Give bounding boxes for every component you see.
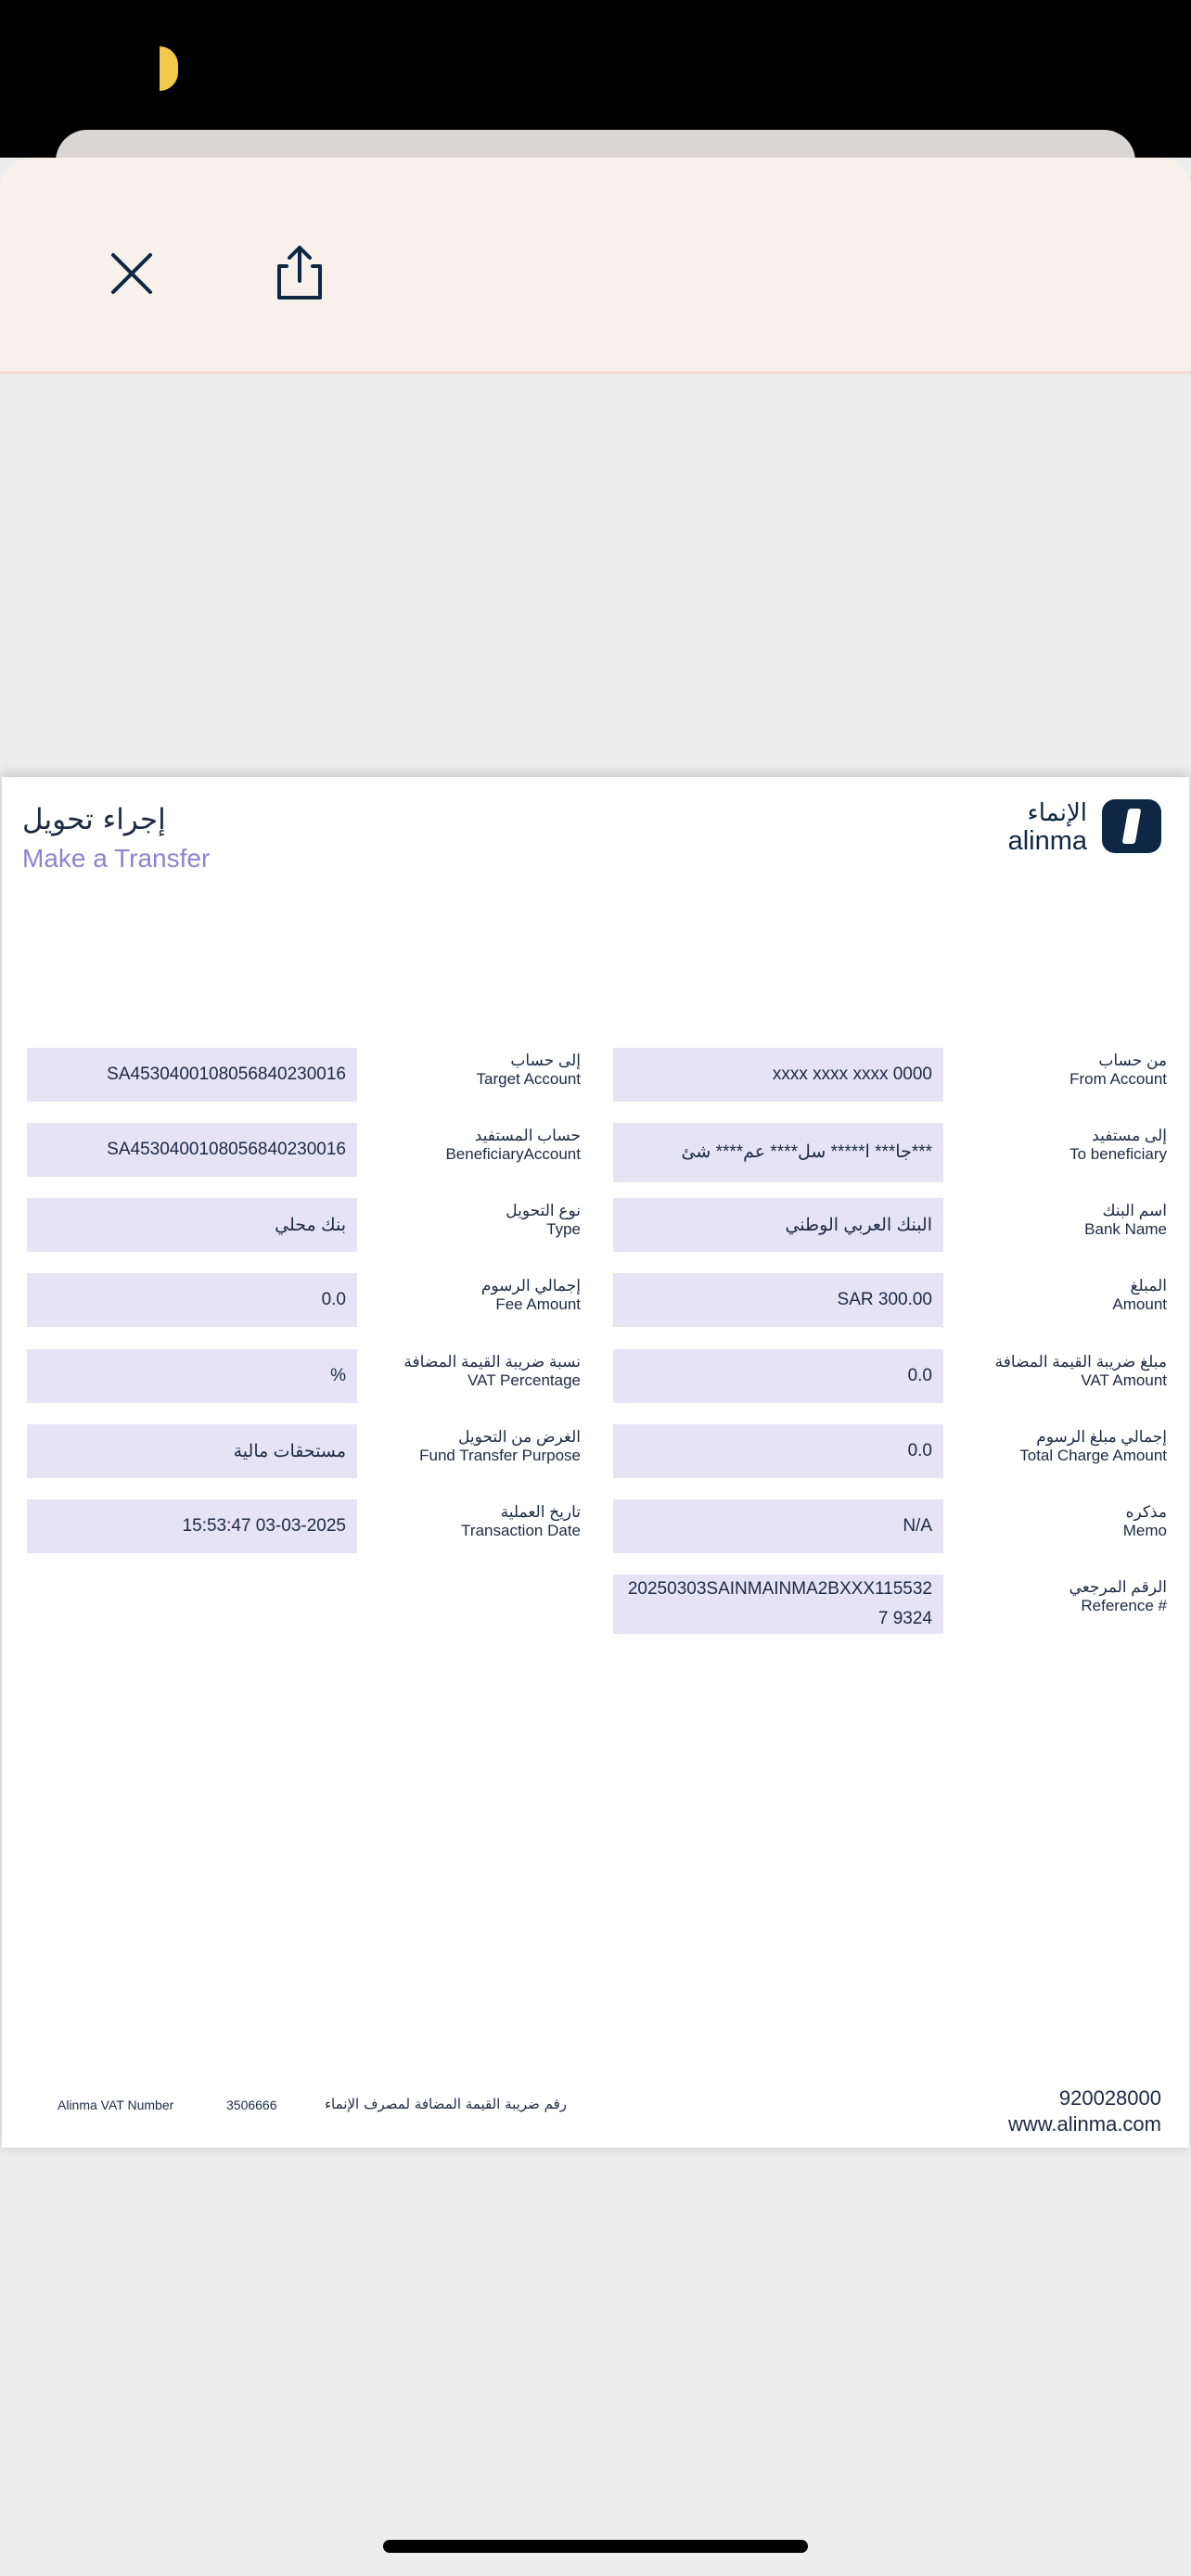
title-english: Make a Transfer [22,844,211,873]
field-label [963,1503,1167,1540]
field-value: جا*** ا***** سل**** عم**** شئ*** [613,1123,943,1182]
field-value: SA4530400108056840230016 [27,1048,357,1102]
vat-label-arabic: رقم ضريبة القيمة المضافة لمصرف الإنماء [325,2096,568,2112]
transfer-receipt [2,777,1189,2148]
field-label-arabic: مبلغ ضريبة القيمة المضافة [994,1353,1167,1371]
field-label [963,1353,1167,1390]
field-value: SAR 300.00 [613,1273,943,1327]
field-label-arabic: اسم البنك [1102,1202,1167,1219]
field-label [377,1503,581,1540]
field-value: 15:53:47 03-03-2025 [27,1499,357,1553]
field-label-arabic: نوع التحويل [506,1202,581,1219]
field-label-english: Bank Name [1084,1220,1167,1238]
field-label-english: Reference # [1081,1597,1167,1614]
field-label-arabic: الرقم المرجعي [1069,1578,1167,1596]
field-label-arabic: نسبة ضريبة القيمة المضافة [403,1353,581,1371]
logo-text-arabic: الإنماء [1027,799,1087,827]
field-value: 0.0 [27,1273,357,1327]
field-label-arabic: مذكره [1125,1503,1167,1521]
field-value: xxxx xxxx xxxx 0000 [613,1048,943,1102]
field-label-arabic: إجمالي الرسوم [480,1277,581,1294]
field-label-english: Type [546,1220,581,1238]
field-value: 0.0 [613,1349,943,1403]
field-label [963,1578,1167,1615]
footer-website: www.alinma.com [1007,2112,1161,2136]
field-value: % [27,1349,357,1403]
home-indicator [383,2540,808,2553]
field-label [377,1127,581,1164]
field-label-arabic: حساب المستفيد [474,1127,581,1144]
field-label [377,1052,581,1089]
field-value: 20250303SAINMAINMA2BXXX1155327 9324 [613,1575,943,1634]
field-value: بنك محلي [27,1198,357,1252]
logo-mark-icon [1102,799,1161,853]
title-arabic: إجراء تحويل [22,803,166,836]
field-label-english: Total Charge Amount [1019,1447,1167,1464]
field-label-english: To beneficiary [1069,1145,1167,1163]
recording-indicator [160,46,178,91]
field-label-arabic: الغرض من التحويل [458,1428,581,1446]
field-label-arabic: من حساب [1098,1052,1167,1069]
field-label [963,1127,1167,1164]
field-label [963,1202,1167,1239]
field-label-arabic: إلى حساب [510,1052,581,1069]
field-label-english: Amount [1112,1295,1167,1313]
close-icon [109,251,154,296]
field-label-english: VAT Amount [1081,1371,1167,1389]
logo-text-english: alinma [1007,826,1087,856]
field-label-arabic: إجمالي مبلغ الرسوم [1036,1428,1167,1446]
field-label-english: Fee Amount [495,1295,581,1313]
field-label-arabic: تاريخ العملية [500,1503,581,1521]
field-label-arabic: المبلغ [1130,1277,1167,1294]
field-label-english: BeneficiaryAccount [445,1145,581,1163]
field-label-english: Fund Transfer Purpose [419,1447,581,1464]
close-button[interactable] [76,218,187,329]
field-label-english: From Account [1069,1070,1167,1088]
field-label [377,1428,581,1465]
field-value: SA4530400108056840230016 [27,1123,357,1177]
field-label [377,1277,581,1314]
vat-number: 3506666 [226,2098,277,2112]
field-label-english: Memo [1122,1522,1167,1539]
field-value: مستحقات مالية [27,1424,357,1478]
field-label [377,1353,581,1390]
field-value: 0.0 [613,1424,943,1478]
field-label [963,1277,1167,1314]
toolbar [0,158,1191,375]
share-sheet [0,158,1191,2576]
field-value: N/A [613,1499,943,1553]
field-label-english: Target Account [476,1070,581,1088]
field-label [963,1052,1167,1089]
share-button[interactable] [244,218,355,329]
alinma-logo [985,799,1161,857]
field-label [963,1428,1167,1465]
field-label-english: Transaction Date [461,1522,581,1539]
vat-label-english: Alinma VAT Number [58,2098,174,2112]
footer-phone: 920028000 [1058,2086,1161,2110]
share-icon [272,244,327,303]
field-label-arabic: إلى مستفيد [1092,1127,1167,1144]
field-label [377,1202,581,1239]
field-value: البنك العربي الوطني [613,1198,943,1252]
field-label-english: VAT Percentage [467,1371,581,1389]
